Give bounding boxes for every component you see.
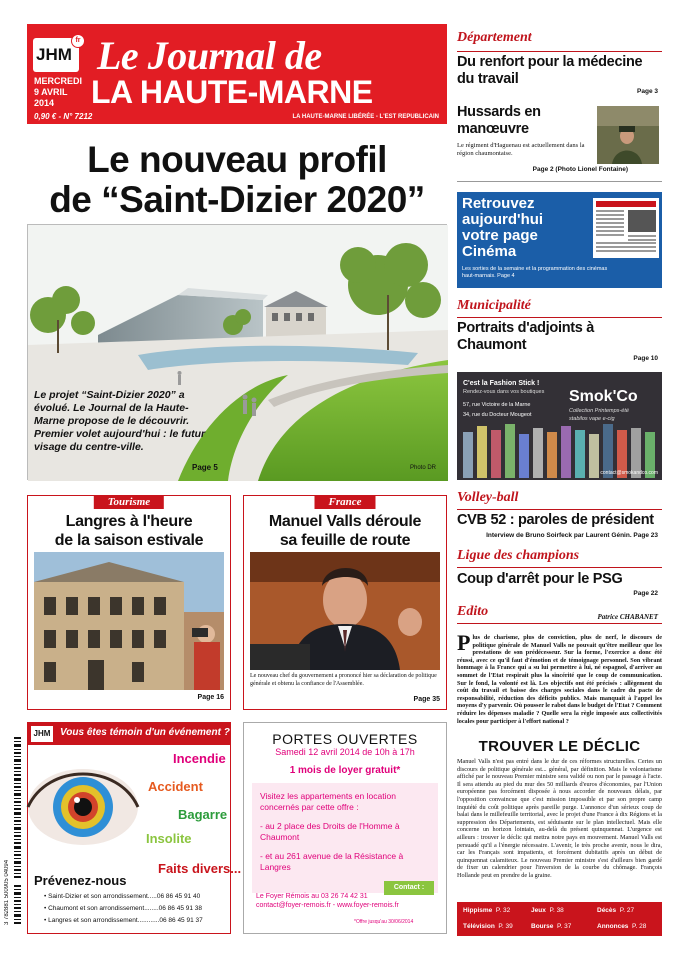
smokco-email[interactable]: contact@smokandco.com <box>600 470 658 476</box>
main-story-page: Page 5 <box>192 463 218 472</box>
index-annonces[interactable]: Annonces P. 28 <box>597 923 647 930</box>
date-year: 2014 <box>34 98 55 108</box>
hussards-photo <box>597 106 659 164</box>
section-departement: Département <box>457 30 532 45</box>
photo-credit: Photo DR <box>409 465 436 471</box>
section-tag-france: France <box>315 495 376 509</box>
ad-contact-info <box>256 892 399 910</box>
contact-langres: • Langres et son arrondissement............06 86 45 91 37 <box>44 917 203 924</box>
witness-ad-logo: JHM <box>31 726 53 742</box>
municipalite-page: Page 10 <box>633 355 658 362</box>
section-edito: Edito <box>457 604 489 619</box>
tourisme-headline-line2: de la saison estivale <box>54 532 204 549</box>
edito-body-part1 <box>457 630 662 725</box>
main-story-photo[interactable] <box>27 224 447 480</box>
contact-saint-dizier: • Saint-Dizier et son arrondissement.....06 86 45 91 40 <box>44 893 201 900</box>
section-tag-tourisme: Tourisme <box>94 495 164 509</box>
volley-subtitle: Interview de Bruno Soirfeck par Laurent Génin. Page 23 <box>486 532 658 539</box>
main-story-caption: Le projet “Saint-Dizier 2020” a évolué. Le Journal de la Haute-Marne propose de le découvrir. Premier volet aujourd'hui : le futur visage du centre-ville. <box>34 389 206 453</box>
smokco-collection: Collection Printemps-été <box>569 408 629 414</box>
departement-story2-text: Le régiment d'Haguenau est actuellement dans la région chaumontaise. <box>457 142 585 157</box>
ad-offer: 1 mois de loyer gratuit* <box>289 765 401 776</box>
france-headline <box>244 512 446 550</box>
smokco-collection2: stabilos vape e-cig <box>569 416 615 422</box>
champions-page: Page 22 <box>633 590 658 597</box>
issue-date <box>34 76 94 109</box>
witness-ad[interactable] <box>27 722 242 934</box>
ad-intro: Visitez les appartements en location concernés par cette offre : <box>260 791 396 812</box>
word-faits-divers: Faits divers... <box>158 861 242 876</box>
france-story[interactable] <box>243 495 447 710</box>
section-rule <box>457 509 662 510</box>
index-deces[interactable]: Décès P. 27 <box>597 907 635 914</box>
contact-chaumont: • Chaumont et son arrondissement........06 86 45 91 38 <box>44 905 203 912</box>
logo-text: JHM <box>36 45 72 64</box>
ad-address-langres: - et au 261 avenue de la Résistance à Langres <box>260 851 404 872</box>
valls-photo <box>250 552 440 670</box>
departement-story1-title[interactable]: Du renfort pour la médecine du travail <box>457 54 643 87</box>
edito-author: Patrice CHABANET <box>597 613 658 621</box>
portes-ouvertes-ad[interactable] <box>243 722 447 934</box>
tourisme-story[interactable] <box>27 495 231 710</box>
date-weekday: MERCREDI <box>34 76 83 86</box>
eye-icon <box>28 745 138 865</box>
volley-title[interactable]: CVB 52 : paroles de président <box>457 512 654 528</box>
smokco-headline: C'est la Fashion Stick ! <box>463 380 540 387</box>
france-page: Page 35 <box>413 696 440 703</box>
ad-heading: PORTES OUVERTES <box>272 731 418 747</box>
cinema-promo[interactable] <box>457 192 662 288</box>
divider <box>457 181 662 182</box>
tourisme-headline <box>28 512 230 550</box>
barcode <box>4 737 21 925</box>
index-jeux[interactable]: Jeux P. 38 <box>531 907 564 914</box>
word-accident: Accident <box>148 779 203 794</box>
edito-drop-cap: P <box>457 630 471 655</box>
ad-fine-print: *Offre jusqu'au 30/06/2014 <box>354 919 414 925</box>
smokco-address2: 34, rue du Docteur Mougeot <box>463 412 532 418</box>
ad-offer-panel <box>252 783 438 893</box>
word-insolite: Insolite <box>146 831 192 846</box>
masthead <box>27 24 447 124</box>
section-rule <box>457 51 662 52</box>
headline-line2: de “Saint-Dizier 2020” <box>49 179 425 220</box>
ad-contact-badge: Contact : <box>384 881 434 895</box>
section-rule <box>457 317 662 318</box>
barcode-digits: 3 782881 500905 04094 <box>4 859 10 925</box>
index-hippisme[interactable]: Hippisme P. 32 <box>463 907 511 914</box>
cinema-page-thumbnail <box>593 198 659 258</box>
section-champions: Ligue des champions <box>457 548 580 563</box>
municipalite-title[interactable]: Portraits d'adjoints à Chaumont <box>457 320 595 353</box>
ad-address-chaumont: - au 2 place des Droits de l'Homme à Chaumont <box>260 821 400 842</box>
france-headline-line2: sa feuille de route <box>279 532 411 549</box>
index-television[interactable]: Télévision P. 39 <box>463 923 513 930</box>
departement-story2-title[interactable]: Hussards en manœuvre <box>457 104 541 137</box>
contents-index <box>457 902 662 936</box>
jhm-logo <box>33 38 79 72</box>
logo-badge: fr <box>71 34 85 48</box>
france-headline-line1: Manuel Valls déroule <box>268 513 422 530</box>
ad-phone: Le Foyer Rémois au 03 26 74 42 31 <box>256 893 368 900</box>
smokco-brand: Smok'Co <box>569 388 638 405</box>
word-incendie: Incendie <box>173 751 226 766</box>
champions-title[interactable]: Coup d'arrêt pour le PSG <box>457 571 623 587</box>
edito-text1: lus de charisme, plus de conviction, plus de nerf, le discours de politique générale de Manuel Valls ne pouvait qu'être meilleur que les prestations de son prédécesseur. Sur la forme, l'exercice a donc été réussi, avec ce qu'il faut d'émotion et de témoignage personnel. Son vibrant hommage à la France qui a su lui permettre à lui, né espagnol, d'arriver au sommet de l'Etat respirait plus la sincérité que le coup de communication. Sur le fond, la volonté est là. Les objectifs ont été précisés : allègement du coût du travail et baisse des charges sociales dans le cadre du pacte de responsabilité, réduction des déficits publics. Mais manquait à l'appel les moyens d'y parvenir. Où pousser le rabot dans le budget de l'Etat ? Comment réduire les dépenses maladie ? Quelle sera la règle imposée aux collectivités locales pour participer à l'effort national ? <box>457 634 662 725</box>
main-headline[interactable] <box>27 140 447 220</box>
word-bagarre: Bagarre <box>178 807 228 822</box>
newspaper-title-line2: LA HAUTE-MARNE <box>91 74 373 110</box>
issue-price: 0,90 € - N° 7212 <box>34 112 93 121</box>
headline-line1: Le nouveau profil <box>87 139 387 180</box>
section-rule <box>457 623 662 624</box>
cinema-subtitle: Les sorties de la semaine et la programmation des cinémas haut-marnais. Page 4 <box>462 266 608 279</box>
section-rule <box>457 567 662 568</box>
ad-email[interactable]: contact@foyer-remois.fr - www.foyer-remois.fr <box>256 902 399 909</box>
witness-ad-slogan: Vous êtes témoin d'un événement ? <box>60 727 230 738</box>
departement-story1-page: Page 3 <box>637 88 658 95</box>
cinema-title: Retrouvez aujourd'hui votre page Cinéma <box>462 195 544 260</box>
tourisme-headline-line1: Langres à l'heure <box>65 513 193 530</box>
france-caption: Le nouveau chef du gouvernement a prononcé hier sa déclaration de politique générale et obtenu la confiance de l'Assemblée. <box>250 673 437 687</box>
departement-story2-page: Page 2 (Photo Lionel Fontaine) <box>532 166 628 173</box>
langres-photo <box>34 552 224 690</box>
masthead-tagline: LA HAUTE-MARNE LIBÉRÉE - L'EST REPUBLICAIN <box>292 114 439 120</box>
smokco-subline: Rendez-vous dans vos boutiques <box>463 389 545 395</box>
edito-body-part2: Manuel Valls n'est pas entré dans le dur de ces réformes structurelles. Certes un discours de politique générale est... général, par définition. Mais le volontarisme affiché par le nouveau Premier ministre sera validé ou non par le passage à l'acte. Il sera attendu au pied du mur des 50 milliards d'euros d'économies, par l'Union européenne pas forcément disposée à nous accorder de nouveaux délais, par l'opposition convaincue que c'est mission impossible et par son propre camp inquiété du coût politique après pareille purge. L'annonce d'un sérieux coup de balai dans le millefeuille territorial, avec le projet d'une France à dix Régions et la suppression des Départements, est séduisante sur le plan intellectuel. Mais elle concerne un horizon lointain, au-delà du présent quinquennat. L'urgence est ailleurs : trouver le déclic qui mettra notre pays en mouvement. Manuel Valls est persuadé qu'il a l'énergie nécessaire. L'avenir, le très proche avenir, nous le dira, car les Français sont impatients, et forcément dubitatifs après un début de quinquennat calamiteux. Le nouveau Premier ministre s'est d'ailleurs bien gardé de fixer un calendrier pour l'inversion de la courbe du chômage. François Hollande peut en prendre de la graine. <box>457 758 662 879</box>
index-bourse[interactable]: Bourse P. 37 <box>531 923 572 930</box>
right-column <box>457 24 662 936</box>
edito-heading: TROUVER LE DÉCLIC <box>478 738 641 755</box>
section-volley: Volley-ball <box>457 490 519 505</box>
section-municipalite: Municipalité <box>457 298 531 313</box>
smokco-ad[interactable] <box>457 372 662 480</box>
newspaper-title-line1: Le Journal de <box>97 33 322 78</box>
tourisme-page: Page 16 <box>197 694 224 701</box>
smokco-address1: 57, rue Victoire de la Marne <box>463 402 531 408</box>
witness-prompt: Prévenez-nous <box>34 873 127 888</box>
ad-date: Samedi 12 avril 2014 de 10h à 17h <box>275 747 415 757</box>
date-day-month: 9 AVRIL <box>34 87 68 97</box>
